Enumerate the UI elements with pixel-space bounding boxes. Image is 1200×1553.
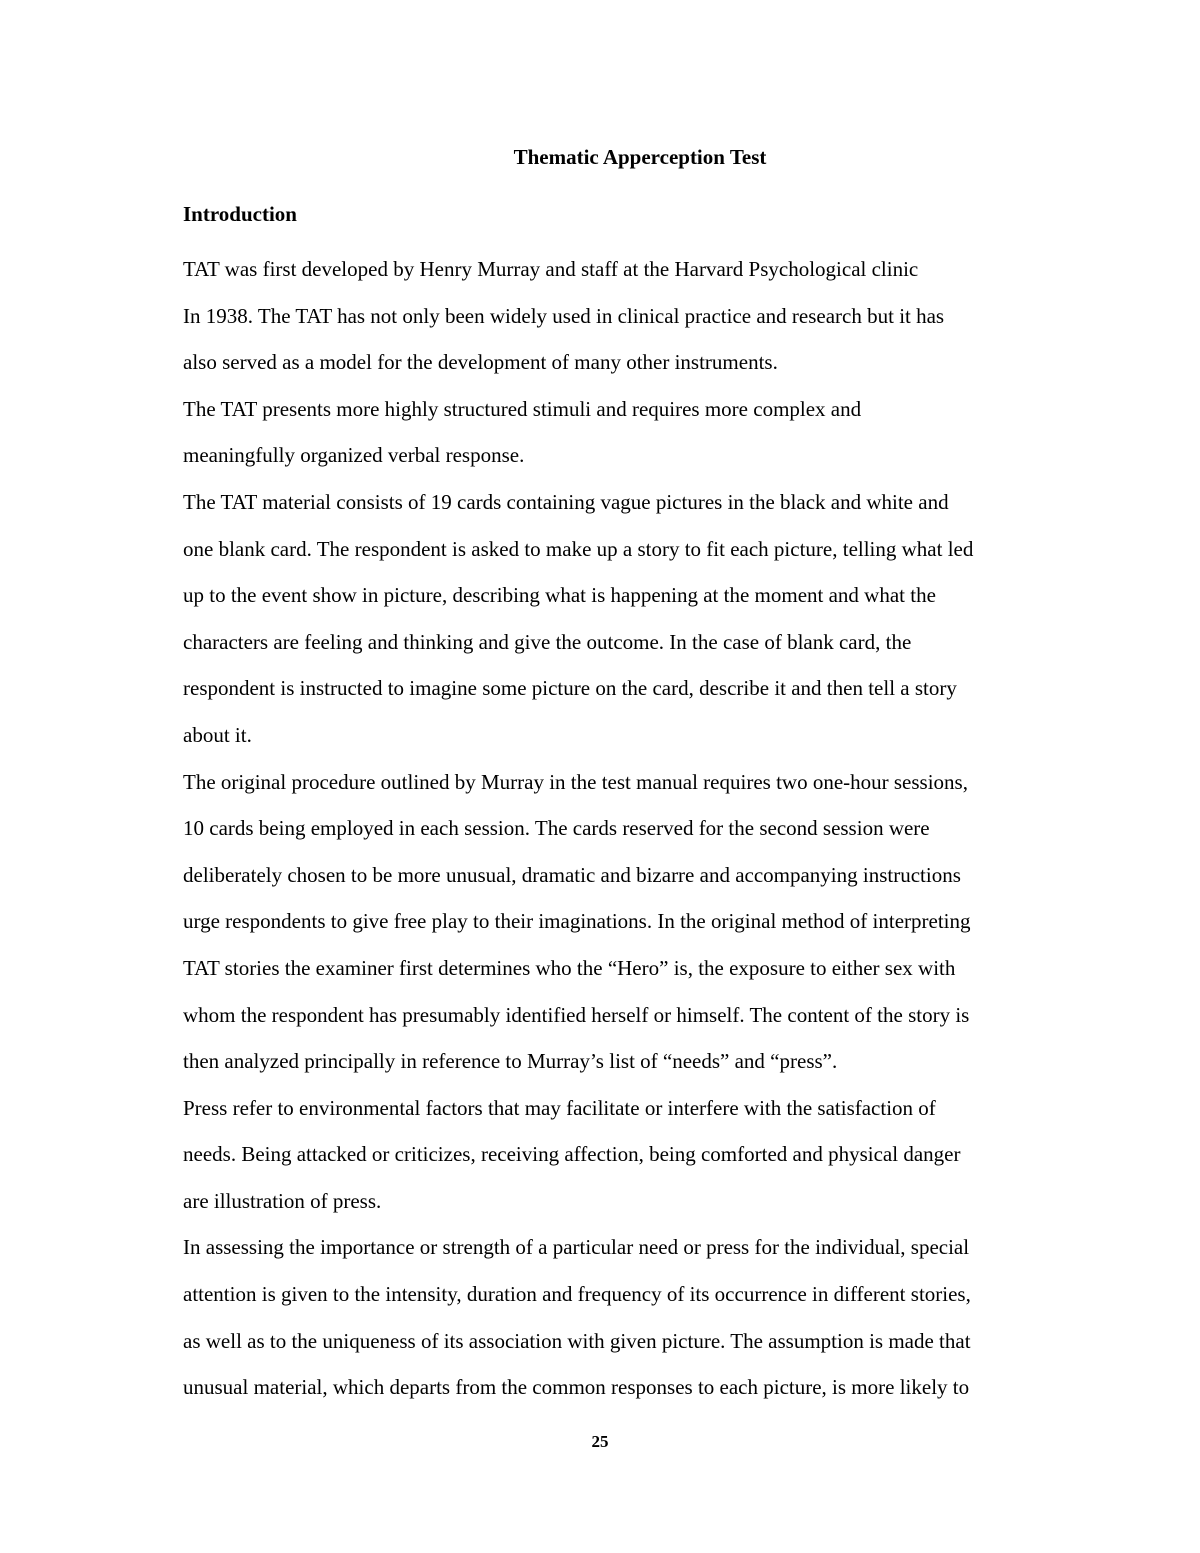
text-line: Press refer to environmental factors that may facilitate or interfere with the satisfaction of xyxy=(183,1095,936,1120)
text-line: respondent is instructed to imagine some picture on the card, describe it and then tell a story xyxy=(183,676,957,701)
text-line: up to the event show in picture, describing what is happening at the moment and what the xyxy=(183,583,936,608)
text-line: are illustration of press. xyxy=(183,1188,382,1213)
text-line: urge respondents to give free play to their imaginations. In the original method of interpreting xyxy=(183,909,971,934)
section-heading: Introduction xyxy=(183,202,297,226)
text-line: one blank card. The respondent is asked to make up a story to fit each picture, telling what led xyxy=(183,536,974,561)
text-line: 10 cards being employed in each session. The cards reserved for the second session were xyxy=(183,816,930,841)
text-line: The TAT presents more highly structured stimuli and requires more complex and xyxy=(183,396,862,421)
text-line: deliberately chosen to be more unusual, dramatic and bizarre and accompanying instructions xyxy=(183,862,961,887)
text-line: unusual material, which departs from the common responses to each picture, is more likely to xyxy=(183,1375,970,1400)
text-line: meaningfully organized verbal response. xyxy=(183,443,525,468)
body-text xyxy=(183,254,1083,1419)
text-line: TAT was first developed by Henry Murray and staff at the Harvard Psychological clinic xyxy=(183,257,919,281)
text-line: The original procedure outlined by Murray in the test manual requires two one-hour sessions, xyxy=(183,769,968,794)
text-line: needs. Being attacked or criticizes, receiving affection, being comforted and physical danger xyxy=(183,1142,961,1167)
text-line: attention is given to the intensity, duration and frequency of its occurrence in different stories, xyxy=(183,1282,971,1307)
text-line: The TAT material consists of 19 cards containing vague pictures in the black and white and xyxy=(183,489,949,514)
text-line: In 1938. The TAT has not only been widely used in clinical practice and research but it has xyxy=(183,303,945,328)
text-line: about it. xyxy=(183,722,252,747)
text-line: characters are feeling and thinking and give the outcome. In the case of blank card, the xyxy=(183,629,912,654)
text-line: TAT stories the examiner first determines who the “Hero” is, the exposure to either sex with xyxy=(183,955,956,980)
page-number: 25 xyxy=(591,1432,609,1451)
text-line: then analyzed principally in reference to Murray’s list of “needs” and “press”. xyxy=(183,1049,838,1074)
text-line: also served as a model for the development of many other instruments. xyxy=(183,350,778,375)
text-line: whom the respondent has presumably identified herself or himself. The content of the story is xyxy=(183,1002,970,1027)
text-line: as well as to the uniqueness of its association with given picture. The assumption is made that xyxy=(183,1328,971,1353)
page-title: Thematic Apperception Test xyxy=(513,145,767,169)
text-line: In assessing the importance or strength of a particular need or press for the individual, special xyxy=(183,1235,970,1260)
